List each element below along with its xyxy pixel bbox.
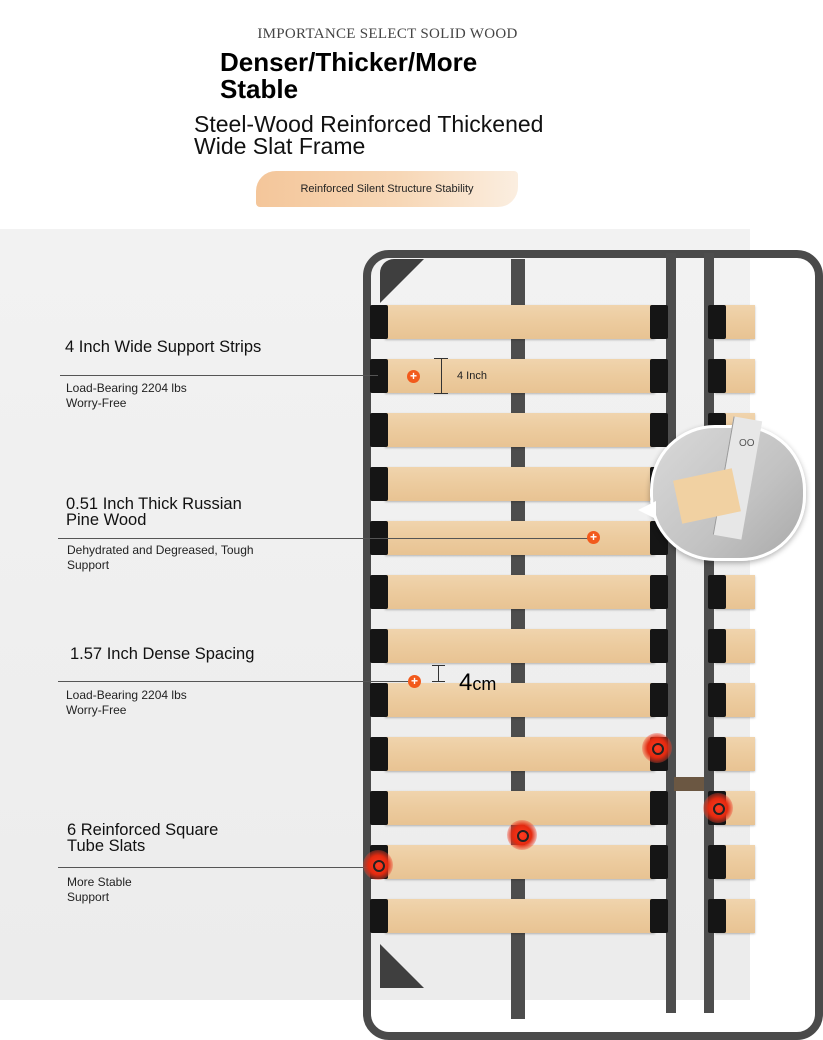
slat-holder-clip	[370, 683, 388, 717]
thickness-magnifier-inset	[650, 425, 806, 561]
square-tube-hotspot-icon	[703, 793, 733, 823]
slat-holder-clip	[370, 305, 388, 339]
product-illustration-panel	[0, 229, 755, 1000]
square-tube-hotspot-icon	[507, 820, 537, 850]
spacing-dimension-label	[459, 669, 496, 697]
headline-line-1: Denser/Thicker/More	[220, 47, 478, 77]
slat-holder-clip	[370, 791, 388, 825]
wood-slat	[385, 683, 655, 717]
feature-title-line: Pine Wood	[66, 511, 147, 529]
plus-marker-icon: +	[407, 370, 420, 383]
headline-line-2: Stable	[220, 74, 299, 104]
feature-sub-wide-strips	[66, 381, 187, 411]
wood-slat	[385, 359, 655, 393]
slat-holder-clip	[708, 683, 726, 717]
slat-holder-clip	[370, 899, 388, 933]
slat-holder-clip	[650, 845, 668, 879]
dimension-tick-top	[434, 358, 448, 359]
feature-sub-line: More Stable	[67, 875, 132, 889]
feature-sub-spacing	[66, 688, 187, 718]
slat-holder-clip	[650, 359, 668, 393]
slat-holder-clip	[708, 737, 726, 771]
wood-slat	[385, 629, 655, 663]
wood-slat	[385, 467, 655, 501]
slat-holder-clip	[708, 845, 726, 879]
slat-holder-clip	[708, 305, 726, 339]
feature-sub-line: Load-Bearing 2204 lbs	[66, 688, 187, 702]
subheadline	[194, 113, 614, 157]
stability-pill-badge	[256, 171, 518, 207]
subhead-line-1: Steel-Wood Reinforced Thickened	[194, 111, 544, 137]
dimension-tick-top	[432, 665, 445, 666]
square-tube-hotspot-icon	[642, 733, 672, 763]
feature-sub-line: Worry-Free	[66, 396, 127, 410]
wood-slat	[385, 575, 655, 609]
feature-title-wide-strips: 4 Inch Wide Support Strips	[65, 338, 262, 356]
slat-holder-clip	[370, 467, 388, 501]
slat-holder-clip	[370, 629, 388, 663]
feature-title-line: 6 Reinforced Square	[67, 821, 219, 839]
feature-title-spacing: 1.57 Inch Dense Spacing	[70, 645, 255, 663]
slat-holder-clip	[708, 899, 726, 933]
feature-sub-line: Support	[67, 890, 110, 904]
feature-title-square-tubes	[67, 822, 218, 854]
dimension-tick-bottom	[432, 681, 445, 682]
feature-title-line: Tube Slats	[67, 837, 146, 855]
wood-slat	[385, 413, 655, 447]
slat-holder-clip	[708, 629, 726, 663]
feature-sub-pine-wood	[67, 543, 254, 573]
slat-holder-clip	[370, 359, 388, 393]
plus-marker-icon: +	[408, 675, 421, 688]
slat-holder-clip	[650, 683, 668, 717]
slat-holder-clip	[650, 575, 668, 609]
dimension-line-4in	[441, 358, 442, 394]
slat-holder-clip	[370, 737, 388, 771]
leader-line-2	[58, 538, 588, 539]
pill-text: Reinforced Silent Structure Stability	[300, 183, 474, 195]
dimension-tick-bottom	[434, 393, 448, 394]
kicker-text: IMPORTANCE SELECT SOLID WOOD	[257, 26, 518, 42]
slat-holder-clip	[708, 359, 726, 393]
slat-holder-clip	[370, 575, 388, 609]
wood-slat	[385, 899, 655, 933]
feature-sub-line: Load-Bearing 2204 lbs	[66, 381, 187, 395]
slat-holder-clip	[650, 629, 668, 663]
leader-line-4	[58, 867, 376, 868]
spacing-value: 4	[459, 669, 473, 696]
slat-holder-clip	[650, 899, 668, 933]
feature-title-line: 0.51 Inch Thick Russian	[66, 495, 242, 513]
wood-slat	[385, 305, 655, 339]
feature-title-pine-wood	[66, 496, 242, 528]
feature-sub-line: Dehydrated and Degreased, Tough	[67, 543, 254, 557]
width-dimension-label: 4 Inch	[457, 370, 487, 382]
leader-line-3	[58, 681, 410, 682]
subhead-line-2: Wide Slat Frame	[194, 133, 366, 159]
beam-connector-plate	[674, 777, 704, 791]
slat-holder-clip	[650, 413, 668, 447]
feature-sub-line: Support	[67, 558, 110, 572]
headline	[220, 49, 540, 103]
feature-sub-line: Worry-Free	[66, 703, 127, 717]
plus-marker-icon: +	[587, 531, 600, 544]
caliper-logo: OO	[739, 438, 755, 449]
slat-holder-clip	[650, 305, 668, 339]
slat-holder-clip	[708, 575, 726, 609]
feature-sub-square-tubes	[67, 875, 132, 905]
wood-slat	[385, 737, 655, 771]
square-tube-hotspot-icon	[363, 850, 393, 880]
dimension-line-4cm	[438, 665, 439, 682]
wood-slat	[385, 845, 655, 879]
slat-holder-clip	[370, 413, 388, 447]
leader-line-1	[60, 375, 378, 376]
magnifier-pointer	[638, 501, 656, 519]
spacing-unit: cm	[472, 674, 497, 694]
slat-holder-clip	[650, 791, 668, 825]
